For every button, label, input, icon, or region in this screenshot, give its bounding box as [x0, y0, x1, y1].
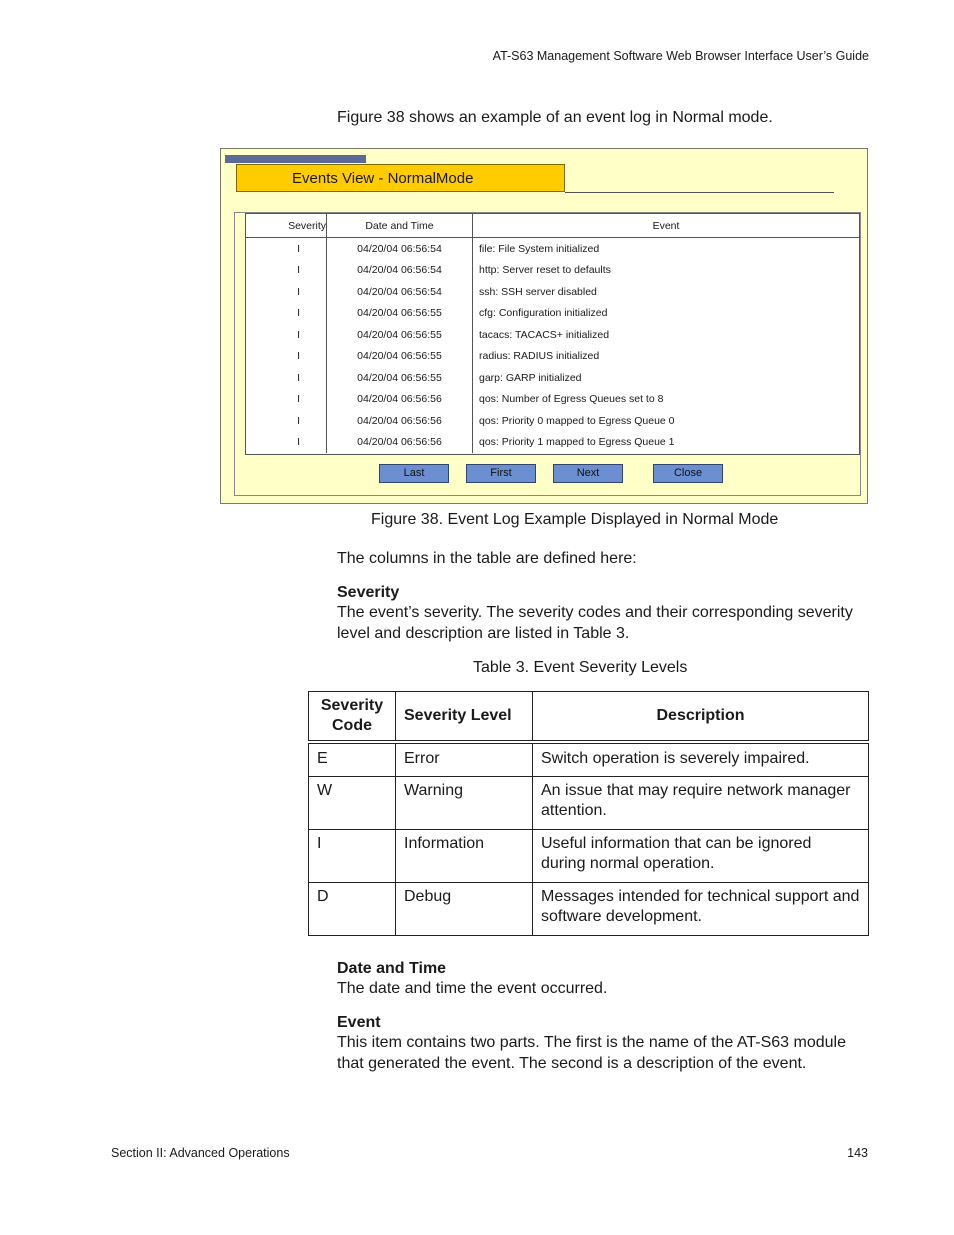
last-button[interactable]: Last: [379, 464, 449, 483]
event-cell: qos: Number of Egress Queues set to 8: [479, 393, 664, 406]
severity-level-cell: Information: [396, 829, 533, 882]
severity-cell: I: [246, 238, 327, 260]
severity-table-header-row: [309, 692, 869, 743]
event-cell: qos: Priority 0 mapped to Egress Queue 0: [479, 414, 675, 427]
event-log-table: [245, 213, 860, 455]
description-cell: Useful information that can be ignored during normal operation.: [533, 829, 869, 882]
severity-code-cell: D: [309, 882, 396, 935]
events-view-tab[interactable]: Events View - NormalMode: [236, 164, 565, 192]
description-cell: Switch operation is severely impaired.: [533, 742, 869, 776]
severity-level-cell: Debug: [396, 882, 533, 935]
datetime-cell: 04/20/04 06:56:54: [327, 238, 473, 260]
datetime-cell: 04/20/04 06:56:54: [327, 281, 473, 303]
table-row: [246, 389, 859, 411]
event-description: This item contains two parts. The first is the name of the AT-S63 module that generated the event. The second is a description of the event.: [337, 1034, 846, 1072]
event-heading: Event: [337, 1014, 381, 1031]
severity-cell: I: [246, 303, 327, 325]
datetime-cell: 04/20/04 06:56:56: [327, 410, 473, 432]
severity-description: The event’s severity. The severity codes and their corresponding severity level and description are listed in Table 3.: [337, 604, 853, 642]
datetime-cell: 04/20/04 06:56:56: [327, 432, 473, 454]
severity-heading: Severity: [337, 584, 400, 601]
first-button[interactable]: First: [466, 464, 536, 483]
table-row: [309, 882, 869, 935]
description-cell: An issue that may require network manager attention.: [533, 776, 869, 829]
severity-cell: I: [246, 389, 327, 411]
table-caption: Table 3. Event Severity Levels: [473, 659, 688, 676]
event-cell: tacacs: TACACS+ initialized: [479, 328, 610, 341]
date-time-heading: Date and Time: [337, 960, 447, 977]
table-row: [246, 410, 859, 432]
event-cell: ssh: SSH server disabled: [479, 285, 597, 298]
datetime-cell: 04/20/04 06:56:55: [327, 303, 473, 325]
column-header-date-time: Date and Time: [327, 214, 473, 238]
page-number: 143: [847, 1146, 868, 1160]
datetime-cell: 04/20/04 06:56:54: [327, 260, 473, 282]
tab-underline: [565, 192, 834, 193]
severity-levels-table: [308, 691, 869, 936]
event-cell: cfg: Configuration initialized: [479, 307, 608, 320]
severity-level-cell: Error: [396, 742, 533, 776]
table-row: [309, 742, 869, 776]
column-header-severity: Severity: [246, 214, 327, 238]
table-row: [246, 346, 859, 368]
table-row: [246, 303, 859, 325]
datetime-cell: 04/20/04 06:56:56: [327, 389, 473, 411]
datetime-cell: 04/20/04 06:56:55: [327, 346, 473, 368]
table-row: [246, 260, 859, 282]
event-cell: file: File System initialized: [479, 242, 600, 255]
close-button[interactable]: Close: [653, 464, 723, 483]
severity-code-cell: I: [309, 829, 396, 882]
table-row: [246, 324, 859, 346]
event-cell: qos: Priority 1 mapped to Egress Queue 1: [479, 436, 675, 449]
header-description: Description: [533, 692, 869, 743]
running-header: AT-S63 Management Software Web Browser Interface User’s Guide: [492, 49, 869, 63]
event-cell: garp: GARP initialized: [479, 371, 582, 384]
window-title-bar: [225, 155, 366, 163]
footer-section-title: Section II: Advanced Operations: [111, 1146, 290, 1160]
header-severity-level: Severity Level: [396, 692, 533, 743]
severity-cell: I: [246, 346, 327, 368]
figure-intro-text: Figure 38 shows an example of an event log in Normal mode.: [337, 109, 773, 126]
datetime-cell: 04/20/04 06:56:55: [327, 367, 473, 389]
columns-intro-text: The columns in the table are defined here:: [337, 550, 637, 567]
severity-level-cell: Warning: [396, 776, 533, 829]
event-log-figure: [220, 148, 868, 504]
figure-caption: Figure 38. Event Log Example Displayed in Normal Mode: [371, 511, 779, 528]
severity-cell: I: [246, 432, 327, 454]
table-row: [309, 829, 869, 882]
event-cell: radius: RADIUS initialized: [479, 350, 600, 363]
severity-code-cell: W: [309, 776, 396, 829]
header-severity-code: Severity Code: [309, 692, 396, 743]
table-row: [309, 776, 869, 829]
description-cell: Messages intended for technical support and software development.: [533, 882, 869, 935]
severity-cell: I: [246, 367, 327, 389]
datetime-cell: 04/20/04 06:56:55: [327, 324, 473, 346]
table-row: [246, 238, 859, 260]
severity-cell: I: [246, 281, 327, 303]
severity-code-cell: E: [309, 742, 396, 776]
event-log-header-row: [246, 214, 859, 238]
next-button[interactable]: Next: [553, 464, 623, 483]
table-row: [246, 432, 859, 454]
severity-cell: I: [246, 410, 327, 432]
column-header-event: Event: [473, 214, 860, 238]
event-cell: http: Server reset to defaults: [479, 264, 611, 277]
severity-cell: I: [246, 260, 327, 282]
severity-cell: I: [246, 324, 327, 346]
table-row: [246, 367, 859, 389]
table-row: [246, 281, 859, 303]
date-time-description: The date and time the event occurred.: [337, 980, 608, 997]
